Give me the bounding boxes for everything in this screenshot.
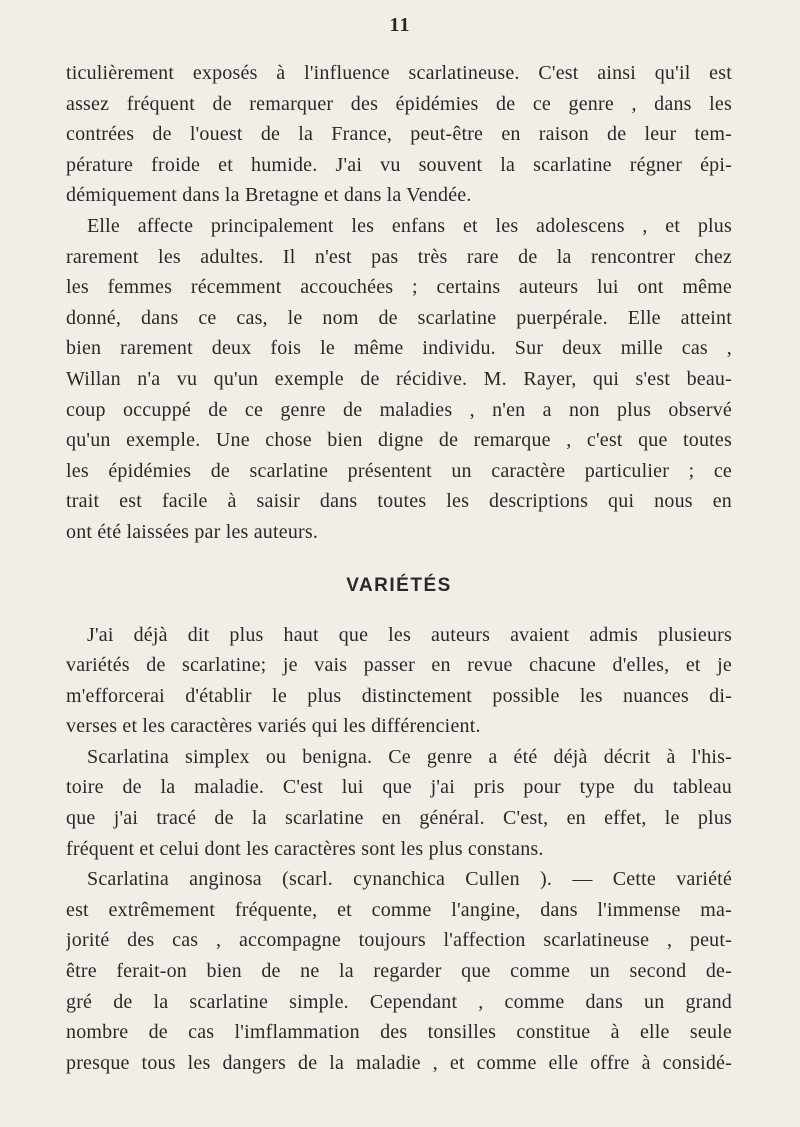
text-line: variétés de scarlatine; je vais passer en revue chacune d'elles, et je <box>66 654 732 677</box>
text-line: verses et les caractères variés qui les différencient. <box>66 715 481 738</box>
page-number: 11 <box>389 14 411 36</box>
text-line: contrées de l'ouest de la France, peut-être en raison de leur tem- <box>66 123 732 146</box>
paragraph <box>66 742 732 864</box>
paragraph <box>66 620 732 742</box>
text-line: coup occuppé de ce genre de maladies , n'en a non plus observé <box>66 398 732 421</box>
text-line: trait est facile à saisir dans toutes les descriptions qui nous en <box>66 490 732 513</box>
paragraph <box>66 211 732 548</box>
text-line: bien rarement deux fois le même individu. Sur deux mille cas , <box>66 337 732 360</box>
text-line: J'ai déjà dit plus haut que les auteurs avaient admis plusieurs <box>87 623 732 646</box>
text-line: nombre de cas l'imflammation des tonsilles constitue à elle seule <box>66 1021 732 1044</box>
text-line: presque tous les dangers de la maladie , et comme elle offre à considé- <box>66 1051 732 1074</box>
text-line: rarement les adultes. Il n'est pas très rare de la rencontrer chez <box>66 245 732 268</box>
text-line: Willan n'a vu qu'un exemple de récidive. M. Rayer, qui s'est beau- <box>66 367 732 390</box>
text-line: qu'un exemple. Une chose bien digne de remarque , c'est que toutes <box>66 429 732 452</box>
text-line: Scarlatina anginosa (scarl. cynanchica Cullen ). — Cette variété <box>87 868 732 891</box>
text-line: donné, dans ce cas, le nom de scarlatine puerpérale. Elle atteint <box>66 306 732 329</box>
text-line: m'efforcerai d'établir le plus distinctement possible les nuances di- <box>66 684 732 707</box>
page-body <box>66 58 732 1078</box>
text-line: ticulièrement exposés à l'influence scarlatineuse. C'est ainsi qu'il est <box>66 62 732 84</box>
text-line: démiquement dans la Bretagne et dans la Vendée. <box>66 184 472 207</box>
text-line: fréquent et celui dont les caractères sont les plus constans. <box>66 837 544 860</box>
text-line: gré de la scarlatine simple. Cependant , comme dans un grand <box>66 990 732 1013</box>
text-line: les femmes récemment accouchées ; certains auteurs lui ont même <box>66 276 732 299</box>
text-line: ont été laissées par les auteurs. <box>66 520 319 543</box>
text-line: pérature froide et humide. J'ai vu souvent la scarlatine régner épi- <box>66 153 732 176</box>
text-line: jorité des cas , accompagne toujours l'affection scarlatineuse , peut- <box>66 929 732 952</box>
section-heading: VARIÉTÉS <box>346 574 452 596</box>
text-line: assez fréquent de remarquer des épidémies de ce genre , dans les <box>66 92 732 115</box>
text-line: Scarlatina simplex ou benigna. Ce genre a été déjà décrit à l'his- <box>87 745 732 768</box>
text-line: toire de la maladie. C'est lui que j'ai pris pour type du tableau <box>66 776 732 799</box>
paragraph <box>66 58 732 211</box>
text-line: est extrêmement fréquente, et comme l'angine, dans l'immense ma- <box>66 898 732 921</box>
text-line: Elle affecte principalement les enfans et les adolescens , et plus <box>87 214 732 237</box>
text-line: les épidémies de scarlatine présentent un caractère particulier ; ce <box>66 459 732 482</box>
text-line: être ferait-on bien de ne la regarder que comme un second de- <box>66 960 732 983</box>
text-line: que j'ai tracé de la scarlatine en général. C'est, en effet, le plus <box>66 807 732 830</box>
paragraph <box>66 864 732 1078</box>
